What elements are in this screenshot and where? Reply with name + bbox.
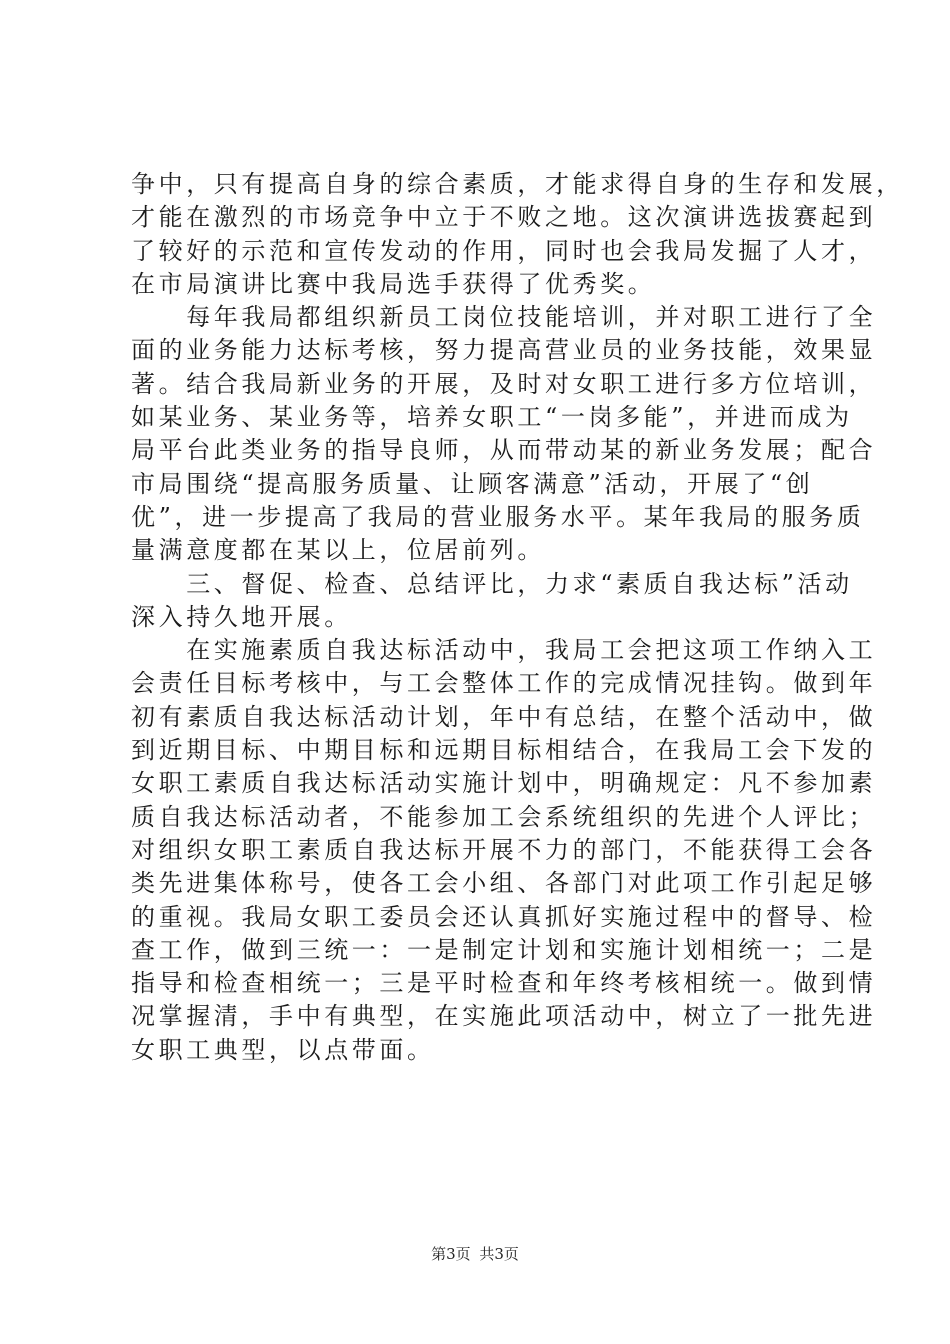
text-line: 类先进集体称号，使各工会小组、各部门对此项工作引起足够 — [131, 869, 877, 898]
text-line: 争中，只有提高自身的综合素质，才能求得自身的生存和发展， — [131, 170, 904, 198]
text-line: 指导和检查相统一；三是平时检查和年终考核相统一。做到情 — [131, 969, 877, 998]
text-line: 深入持久地开展。 — [131, 602, 352, 631]
text-line: 三、督促、检查、总结评比，力求“素质自我达标”活动 — [131, 569, 853, 598]
text-line: 初有素质自我达标活动计划，年中有总结，在整个活动中，做 — [131, 702, 877, 731]
text-line: 每年我局都组织新员工岗位技能培训，并对职工进行了全 — [131, 303, 877, 332]
text-line: 对组织女职工素质自我达标开展不力的部门，不能获得工会各 — [131, 835, 877, 864]
text-line: 优”，进一步提高了我局的营业服务水平。某年我局的服务质 — [131, 502, 865, 531]
text-line: 如某业务、某业务等，培养女职工“一岗多能”，并进而成为 — [131, 403, 853, 432]
text-line: 会责任目标考核中，与工会整体工作的完成情况挂钩。做到年 — [131, 669, 877, 698]
text-line: 面的业务能力达标考核，努力提高营业员的业务技能，效果显 — [131, 336, 877, 365]
text-line: 才能在激烈的市场竞争中立于不败之地。这次演讲选拔赛起到 — [131, 203, 877, 232]
text-line: 局平台此类业务的指导良师，从而带动某的新业务发展；配合 — [131, 436, 877, 465]
text-line: 女职工素质自我达标活动实施计划中，明确规定：凡不参加素 — [131, 769, 877, 798]
page-number: 第3页 — [431, 1245, 471, 1263]
text-line: 女职工典型，以点带面。 — [131, 1035, 435, 1064]
document-body — [131, 168, 904, 1067]
text-line: 况掌握清，手中有典型，在实施此项活动中，树立了一批先进 — [131, 1002, 877, 1031]
page-total: 共3页 — [479, 1245, 519, 1263]
text-line: 质自我达标活动者，不能参加工会系统组织的先进个人评比； — [131, 802, 877, 831]
text-line: 的重视。我局女职工委员会还认真抓好实施过程中的督导、检 — [131, 902, 877, 931]
text-line: 了较好的示范和宣传发动的作用，同时也会我局发掘了人才， — [131, 236, 877, 265]
text-line: 在实施素质自我达标活动中，我局工会把这项工作纳入工 — [131, 636, 877, 665]
page-footer — [0, 1244, 950, 1264]
text-line: 到近期目标、中期目标和远期目标相结合，在我局工会下发的 — [131, 736, 877, 765]
text-line: 量满意度都在某以上，位居前列。 — [131, 536, 545, 565]
text-line: 市局围绕“提高服务质量、让顾客满意”活动，开展了“创 — [131, 469, 814, 498]
text-line: 在市局演讲比赛中我局选手获得了优秀奖。 — [131, 269, 656, 298]
text-line: 查工作，做到三统一：一是制定计划和实施计划相统一；二是 — [131, 935, 877, 964]
text-line: 著。结合我局新业务的开展，及时对女职工进行多方位培训， — [131, 369, 877, 398]
